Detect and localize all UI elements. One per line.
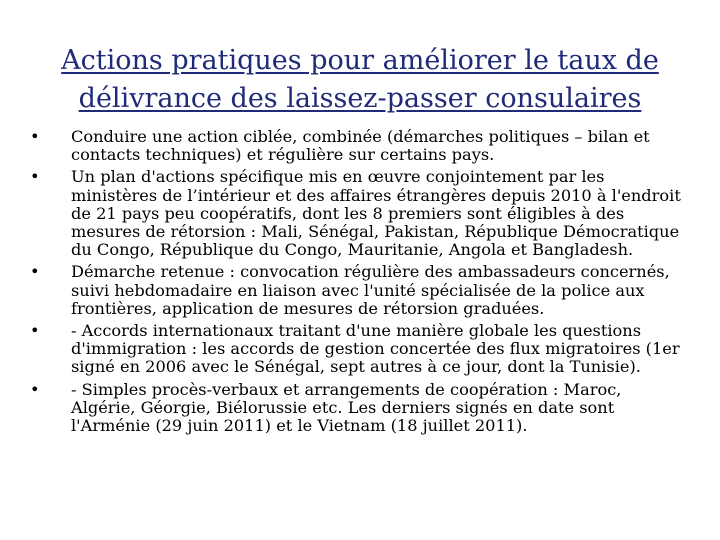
bullet-item (30, 168, 685, 259)
bullet-icon: • (30, 321, 40, 341)
bullet-text: Conduire une action ciblée, combinée (démarches politiques – bilan et contacts techniques) et régulière sur certains pays. (71, 127, 650, 165)
bullet-icon: • (30, 167, 40, 187)
bullet-text: Un plan d'actions spécifique mis en œuvre conjointement par les ministères de l’intérieur et des affaires étrangères depuis 2010 à l'endroit de 21 pays peu coopératifs, dont les 8 premiers sont éligibles à des mesures de rétorsion : Mali, Sénégal, Pakistan, République Démocratique du Congo, République du Congo, Mauritanie, Angola et Bangladesh. (71, 167, 681, 260)
bullet-item (30, 128, 685, 164)
bullet-text: Démarche retenue : convocation régulière des ambassadeurs concernés, suivi hebdomadaire en liaison avec l'unité spécialisée de la police aux frontières, application de mesures de rétorsion graduées. (71, 262, 670, 318)
bullet-text: - Simples procès-verbaux et arrangements de coopération : Maroc, Algérie, Géorgie, Biélorussie etc. Les derniers signés en date sont l'Arménie (29 juin 2011) et le Vietnam (18 juillet 2011). (71, 379, 622, 436)
bullet-list (30, 128, 685, 439)
bullet-item (30, 263, 685, 318)
bullet-icon: • (30, 127, 40, 146)
bullet-icon: • (30, 379, 40, 399)
bullet-icon: • (30, 262, 40, 282)
bullet-item (30, 322, 685, 377)
bullet-text: - Accords internationaux traitant d'une manière globale les questions d'immigration : les accords de gestion concertée des flux migratoires (1er signé en 2006 avec le Sénégal, sept autres à ce jour, dont la Tunisie). (71, 321, 680, 377)
slide-title: Actions pratiques pour améliorer le taux de délivrance des laissez-passer consulaires (61, 45, 659, 114)
bullet-item (30, 381, 685, 436)
